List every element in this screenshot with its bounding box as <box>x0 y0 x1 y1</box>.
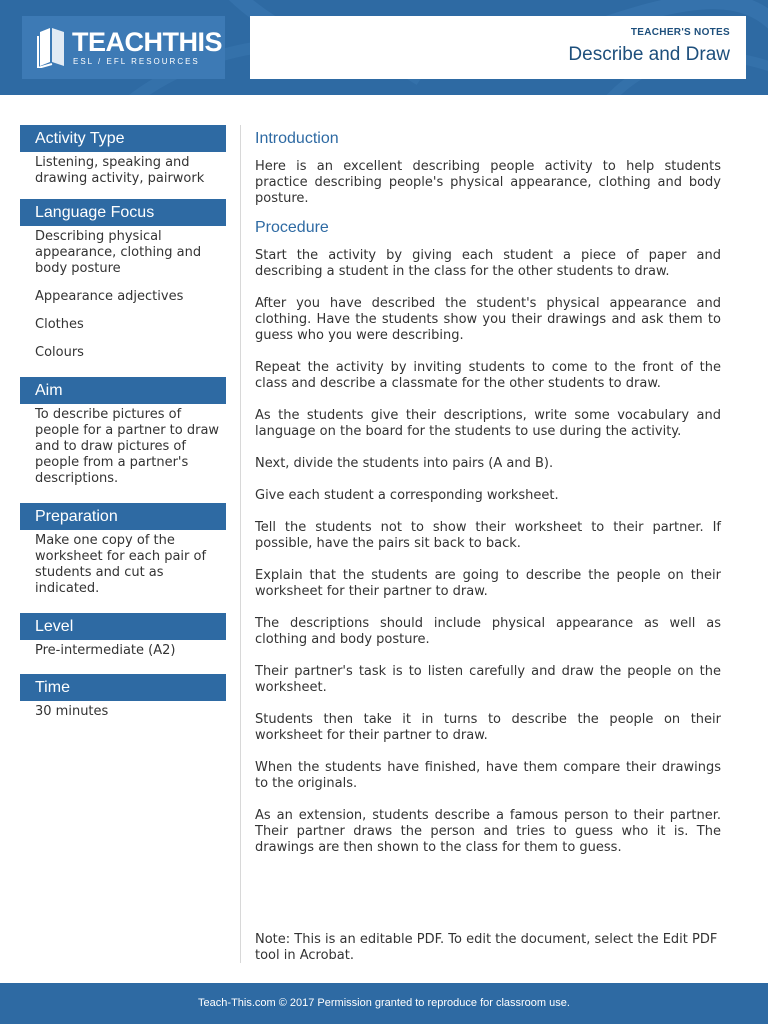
procedure-step: Repeat the activity by inviting students to come to the front of the class and describe a classmate for the other students to draw. <box>255 360 721 391</box>
procedure-step: As an extension, students describe a famous person to their partner. Their partner draws the person and tries to guess who it is. The drawings are then shown to the class for them to guess. <box>255 808 721 855</box>
section-text: Appearance adjectives <box>35 289 184 304</box>
procedure-step: Give each student a corresponding worksheet. <box>255 488 559 503</box>
page-footer <box>0 983 768 1024</box>
introduction-heading: Introduction <box>255 130 339 147</box>
section-text: 30 minutes <box>35 704 109 719</box>
procedure-step: When the students have finished, have them compare their drawings to the originals. <box>255 760 721 791</box>
procedure-step: Their partner's task is to listen carefully and draw the people on the worksheet. <box>255 664 721 695</box>
procedure-step: Students then take it in turns to describe the people on their worksheet for their partner to draw. <box>255 712 721 743</box>
section-aim <box>20 377 226 487</box>
section-level <box>20 613 226 659</box>
procedure-heading: Procedure <box>255 219 329 236</box>
page-title: Describe and Draw <box>568 44 730 65</box>
open-book-icon <box>36 24 68 68</box>
procedure-step: Explain that the students are going to describe the people on their worksheet for their partner to draw. <box>255 568 721 599</box>
title-box <box>250 16 746 79</box>
procedure-step: As the students give their descriptions, write some vocabulary and language on the board for the students to use during the activity. <box>255 408 721 439</box>
section-body <box>20 530 226 597</box>
footer-text: Teach-This.com © 2017 Permission granted to reproduce for classroom use. <box>198 997 570 1009</box>
section-heading: Level <box>20 613 226 640</box>
introduction-text: Here is an excellent describing people activity to help students practice describing people's physical appearance, clothing and body posture. <box>255 159 721 206</box>
section-language-focus <box>20 199 226 361</box>
procedure-step: Next, divide the students into pairs (A and B). <box>255 456 554 471</box>
main-content <box>255 128 721 872</box>
section-text: Listening, speaking and drawing activity, pairwork <box>35 155 205 186</box>
section-body <box>20 640 226 659</box>
editable-pdf-note: Note: This is an editable PDF. To edit the document, select the Edit PDF tool in Acrobat. <box>255 932 718 963</box>
section-body <box>20 701 226 720</box>
section-heading: Time <box>20 674 226 701</box>
procedure-step: After you have described the student's physical appearance and clothing. Have the students show you their drawings and ask them to guess who you were describing. <box>255 296 721 343</box>
section-heading: Language Focus <box>20 199 226 226</box>
section-body <box>20 226 226 361</box>
sidebar <box>20 125 226 732</box>
section-activity-type <box>20 125 226 187</box>
section-text: Clothes <box>35 317 84 332</box>
procedure-step: The descriptions should include physical appearance as well as clothing and body posture. <box>255 616 721 647</box>
notes-label: TEACHER'S NOTES <box>630 27 730 38</box>
procedure-step: Start the activity by giving each student a piece of paper and describing a student in the class for the other students to draw. <box>255 248 721 279</box>
section-text: Pre-intermediate (A2) <box>35 643 176 658</box>
procedure-step: Tell the students not to show their worksheet to their partner. If possible, have the pairs sit back to back. <box>255 520 721 551</box>
logo-subtitle: ESL / EFL RESOURCES <box>73 57 200 66</box>
section-preparation <box>20 503 226 597</box>
section-text: Describing physical appearance, clothing and body posture <box>35 229 202 276</box>
section-text: To describe pictures of people for a partner to draw and to draw pictures of people from a partner's descriptions. <box>35 407 220 486</box>
section-heading: Preparation <box>20 503 226 530</box>
logo-text: TEACHTHIS <box>72 27 222 57</box>
teachthis-logo[interactable] <box>22 16 225 79</box>
section-text: Make one copy of the worksheet for each pair of students and cut as indicated. <box>35 533 207 596</box>
section-body <box>20 152 226 187</box>
section-text: Colours <box>35 345 84 360</box>
section-body <box>20 404 226 487</box>
section-heading: Aim <box>20 377 226 404</box>
column-divider <box>240 125 241 963</box>
page-header <box>0 0 768 95</box>
section-time <box>20 674 226 720</box>
section-heading: Activity Type <box>20 125 226 152</box>
